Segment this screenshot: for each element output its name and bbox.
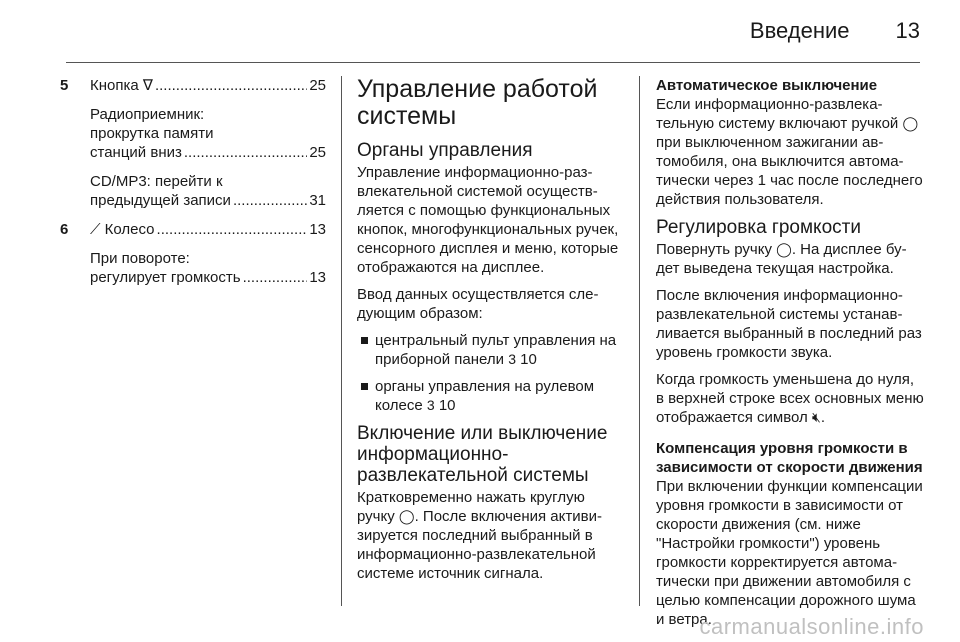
leader-dots <box>155 76 307 95</box>
page-ref: 10 <box>520 351 537 368</box>
index-item-line: CD/MP3: перейти к <box>90 173 223 190</box>
subsection-volume: Регулировка громкости <box>656 217 861 238</box>
leader-dots <box>243 268 308 287</box>
paragraph: Если информационно-развлекательную систему включают ручкой ◯ при выключенном зажигании автомобиля, она выключится автоматически через 1 час после последнего действия пользователя. <box>656 96 923 208</box>
index-item-line: При повороте: <box>90 250 190 267</box>
index-item-label: ⟋ Колесо <box>90 221 155 238</box>
section-title: Управление работой системы <box>357 75 598 130</box>
knob-icon: ◯ <box>776 241 792 257</box>
heading-auto-off: Автоматическое выключение <box>656 77 878 94</box>
index-item <box>90 105 326 162</box>
index-page-ref: 13 <box>309 269 326 286</box>
index-item-row <box>90 220 326 239</box>
index-page-ref: 13 <box>309 221 326 238</box>
leader-dots <box>157 220 308 239</box>
index-item-line: прокрутка памяти <box>90 125 214 142</box>
column-divider <box>341 76 342 606</box>
index-item-row <box>90 76 326 95</box>
index-page-ref: 25 <box>309 77 326 94</box>
page-ref: 10 <box>438 397 456 414</box>
column-divider <box>639 76 640 606</box>
knob-icon: ◯ <box>902 115 919 131</box>
mute-icon: 🔇︎ <box>811 409 821 425</box>
list-item: органы управления на рулевом колесе 3 10 <box>357 377 619 415</box>
index-item-row <box>90 268 326 287</box>
page-number: 13 <box>895 18 920 43</box>
entry-number: 6 <box>60 221 69 238</box>
index-item-label: предыдущей записи <box>90 192 231 209</box>
paragraph: При включении функции компенсации уровня громкости в зависимости от скорости движения (см. ниже "Настройки громкости") уровень громкости корректируется автоматически при движении автомобиля с целью компенсации дорожного шума и ветра. <box>656 478 923 628</box>
index-entry <box>60 76 326 210</box>
index-page-ref: 25 <box>309 144 326 161</box>
paragraph: После включения информационно-развлекательной системы устанавливается выбранный в последний раз уровень громкости звука. <box>656 287 922 361</box>
page-ref-icon: 3 <box>508 351 516 367</box>
index-item-label: станций вниз <box>90 144 182 161</box>
index-item-row <box>90 191 326 210</box>
page-ref-icon: 3 <box>426 397 435 413</box>
index-entry <box>60 220 326 287</box>
subsection-power: Включение или выключение информационно-развлекательной системы <box>357 423 608 486</box>
index-item <box>90 76 326 95</box>
paragraph: Ввод данных осуществляется следующим образом: <box>357 286 599 322</box>
index-item-label: регулирует громкость <box>90 269 241 286</box>
list-item: центральный пульт управления на приборной панели 3 10 <box>357 331 619 369</box>
paragraph: Когда громкость уменьшена до нуля, в верхней строке всех основных меню отображается символ 🔇︎. <box>656 371 924 426</box>
paragraph: Управление информационно-развлекательной системой осуществляется с помощью функциональных кнопок, многофункциональных ручек, сенсорного дисплея и меню, которые отображаются на дисплее. <box>357 164 619 276</box>
paragraph: Кратковременно нажать круглую ручку ◯. После включения активизируется последний выбранный в информационно-развлекательной системе источник сигнала. <box>357 489 602 582</box>
knob-icon: ◯ <box>398 508 415 524</box>
watermark: carmanualsonline.info <box>699 614 924 639</box>
header-rule <box>66 62 920 63</box>
entry-number: 5 <box>60 77 69 94</box>
right-column <box>656 76 924 637</box>
index-item-label: Кнопка ∇ <box>90 77 153 94</box>
main-column <box>357 76 619 591</box>
index-item <box>90 172 326 210</box>
index-column <box>60 76 326 297</box>
leader-dots <box>233 191 307 210</box>
chapter-title: Введение <box>749 18 850 43</box>
index-item-row <box>90 143 326 162</box>
index-item <box>90 249 326 287</box>
paragraph: Повернуть ручку ◯. На дисплее будет выведена текущая настройка. <box>656 241 907 277</box>
subsection-controls: Органы управления <box>357 140 533 161</box>
index-item <box>90 220 326 239</box>
index-item-line: Радиоприемник: <box>90 106 205 123</box>
index-page-ref: 31 <box>309 192 326 209</box>
leader-dots <box>184 143 307 162</box>
heading-speed-compensation: Компенсация уровня громкости в зависимости от скорости движения <box>656 440 923 476</box>
page-header <box>750 18 920 44</box>
